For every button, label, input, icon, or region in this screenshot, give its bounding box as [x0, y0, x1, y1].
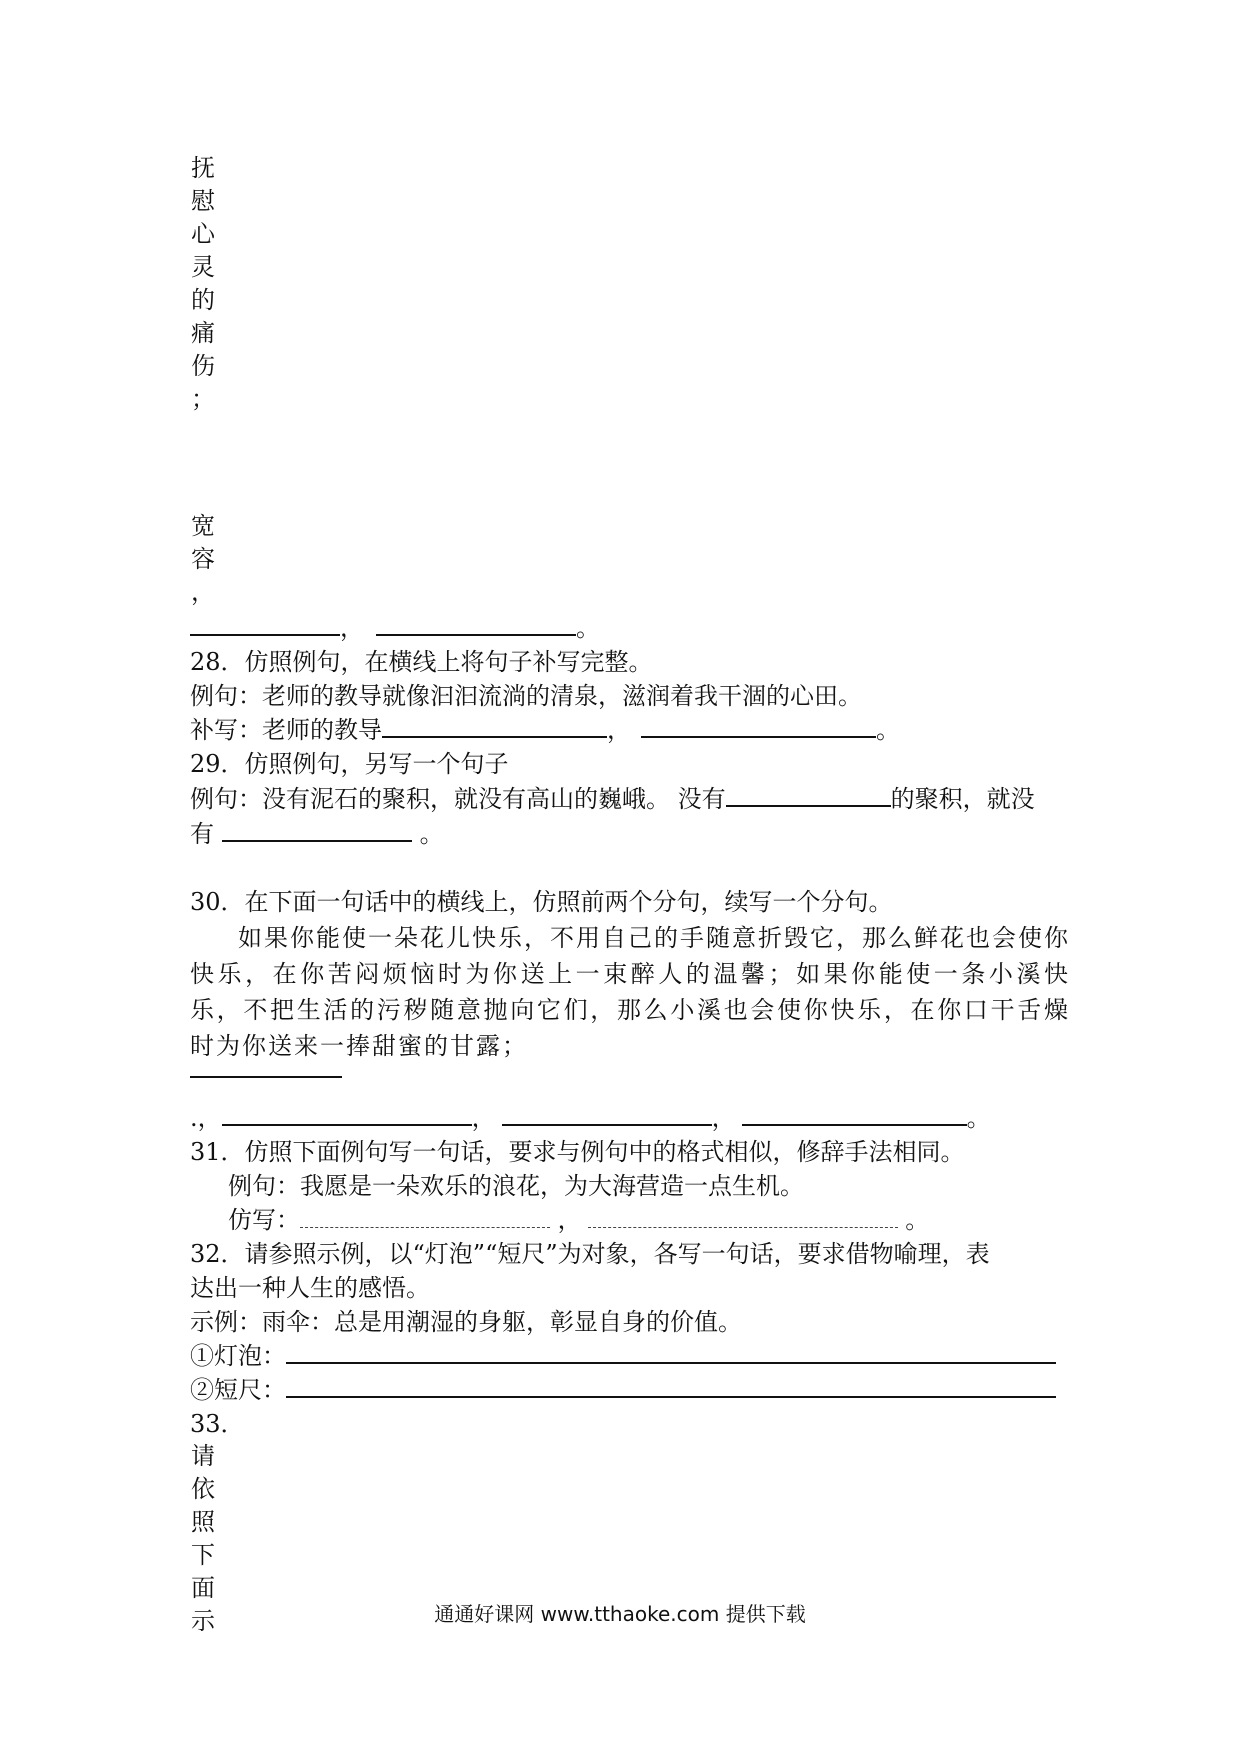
q29-example-line: [190, 783, 1035, 816]
mark: .，: [190, 1104, 222, 1132]
answer-blank[interactable]: [376, 612, 576, 636]
answer-blank[interactable]: [286, 1374, 1056, 1398]
comma: ，: [340, 614, 364, 642]
item-label: ②短尺：: [190, 1376, 286, 1404]
period: 。: [897, 1206, 930, 1234]
q30-body: 如果你能使一朵花儿快乐，不用自己的手随意折毁它，那么鲜花也会使你快乐，在你苦闷烦恼时为你送上一束醉人的温馨；如果你能使一条小溪快乐，不把生活的污秽随意抛向它们，那么小溪也会使你快乐，在你口干舌燥时为你送来一捧甜蜜的甘露；: [190, 924, 1070, 1060]
period: 。: [966, 1104, 991, 1132]
item-label: ①灯泡：: [190, 1342, 286, 1370]
q29-example: 例句：没有泥石的聚积，就没有高山的巍峨。 没有: [190, 785, 726, 813]
vchar: 示: [191, 1607, 215, 1635]
q31-fill-line: [180, 1204, 929, 1237]
q30-fill-line: [190, 1102, 991, 1135]
q28-title: 28．仿照例句，在横线上将句子补写完整。: [190, 648, 653, 676]
line-prefix: 有: [190, 820, 214, 848]
q28-example: 例句：老师的教导就像汩汩流淌的清泉，滋润着我干涸的心田。: [190, 682, 862, 710]
q32-item1: [190, 1340, 1056, 1373]
q32-title-line2: 达出一种人生的感悟。: [190, 1274, 430, 1302]
answer-blank[interactable]: [286, 1340, 1056, 1364]
q27-answer-line: [190, 612, 600, 645]
q32-example: 示例：雨伞：总是用潮湿的身躯，彰显自身的价值。: [190, 1308, 742, 1336]
vchar: 宽: [191, 512, 215, 540]
page-footer: 通通好课网 www.tthaoke.com 提供下载: [434, 1602, 806, 1626]
vchar: 照: [191, 1508, 215, 1536]
comma: ，: [711, 1104, 736, 1132]
q31-title: 31．仿照下面例句写一句话，要求与例句中的格式相似，修辞手法相同。: [190, 1138, 965, 1166]
answer-blank[interactable]: [726, 783, 891, 807]
vchar: 面: [191, 1574, 215, 1602]
answer-blank[interactable]: [742, 1102, 967, 1126]
vchar: 心: [191, 220, 215, 248]
vchar: 依: [191, 1475, 215, 1503]
vchar: 容: [191, 545, 215, 573]
vchar: 灵: [191, 253, 215, 281]
vchar: 慰: [191, 187, 215, 215]
answer-blank[interactable]: [190, 612, 340, 636]
vchar: ；: [191, 385, 215, 413]
comma: ，: [471, 1104, 496, 1132]
q31-example: 例句：我愿是一朵欢乐的浪花，为大海营造一点生机。: [228, 1172, 804, 1200]
q33-number: 33．: [190, 1410, 245, 1438]
answer-blank[interactable]: [588, 1205, 898, 1228]
vchar: 伤: [191, 352, 215, 380]
period: 。: [876, 716, 900, 744]
q30-title: 30．在下面一句话中的横线上，仿照前两个分句，续写一个分句。: [190, 888, 893, 916]
comma: ，: [550, 1206, 582, 1234]
answer-blank[interactable]: [641, 714, 876, 738]
fill-prefix: 补写：老师的教导: [190, 716, 382, 744]
period: 。: [576, 614, 600, 642]
vchar: 抚: [191, 154, 215, 182]
answer-blank[interactable]: [222, 818, 412, 842]
q28-fill-line: [190, 714, 900, 747]
vchar: 痛: [191, 319, 215, 347]
vchar: ，: [191, 578, 215, 606]
vertical-text-mid: [190, 510, 216, 609]
q29-line2: [190, 818, 444, 851]
fill-prefix: 仿写：: [228, 1206, 300, 1234]
vchar: 请: [191, 1442, 215, 1470]
q32-title-line1: 32．请参照示例，以“灯泡”“短尺”为对象，各写一句话，要求借物喻理，表: [190, 1240, 990, 1268]
answer-blank[interactable]: [502, 1102, 712, 1126]
answer-blank[interactable]: [222, 1102, 472, 1126]
answer-blank[interactable]: [382, 714, 607, 738]
vchar: 的: [191, 286, 215, 314]
q32-item2: [190, 1374, 1056, 1407]
vchar: 下: [191, 1541, 215, 1569]
vertical-text-top: [190, 152, 216, 416]
answer-blank[interactable]: [190, 1054, 342, 1078]
comma: ，: [607, 716, 631, 744]
q29-title: 29．仿照例句，另写一个句子: [190, 750, 509, 778]
answer-blank[interactable]: [300, 1205, 550, 1228]
q30-short-blank: [190, 1054, 342, 1087]
q29-example-cont: 的聚积，就没: [890, 785, 1035, 813]
period: 。: [412, 820, 444, 848]
